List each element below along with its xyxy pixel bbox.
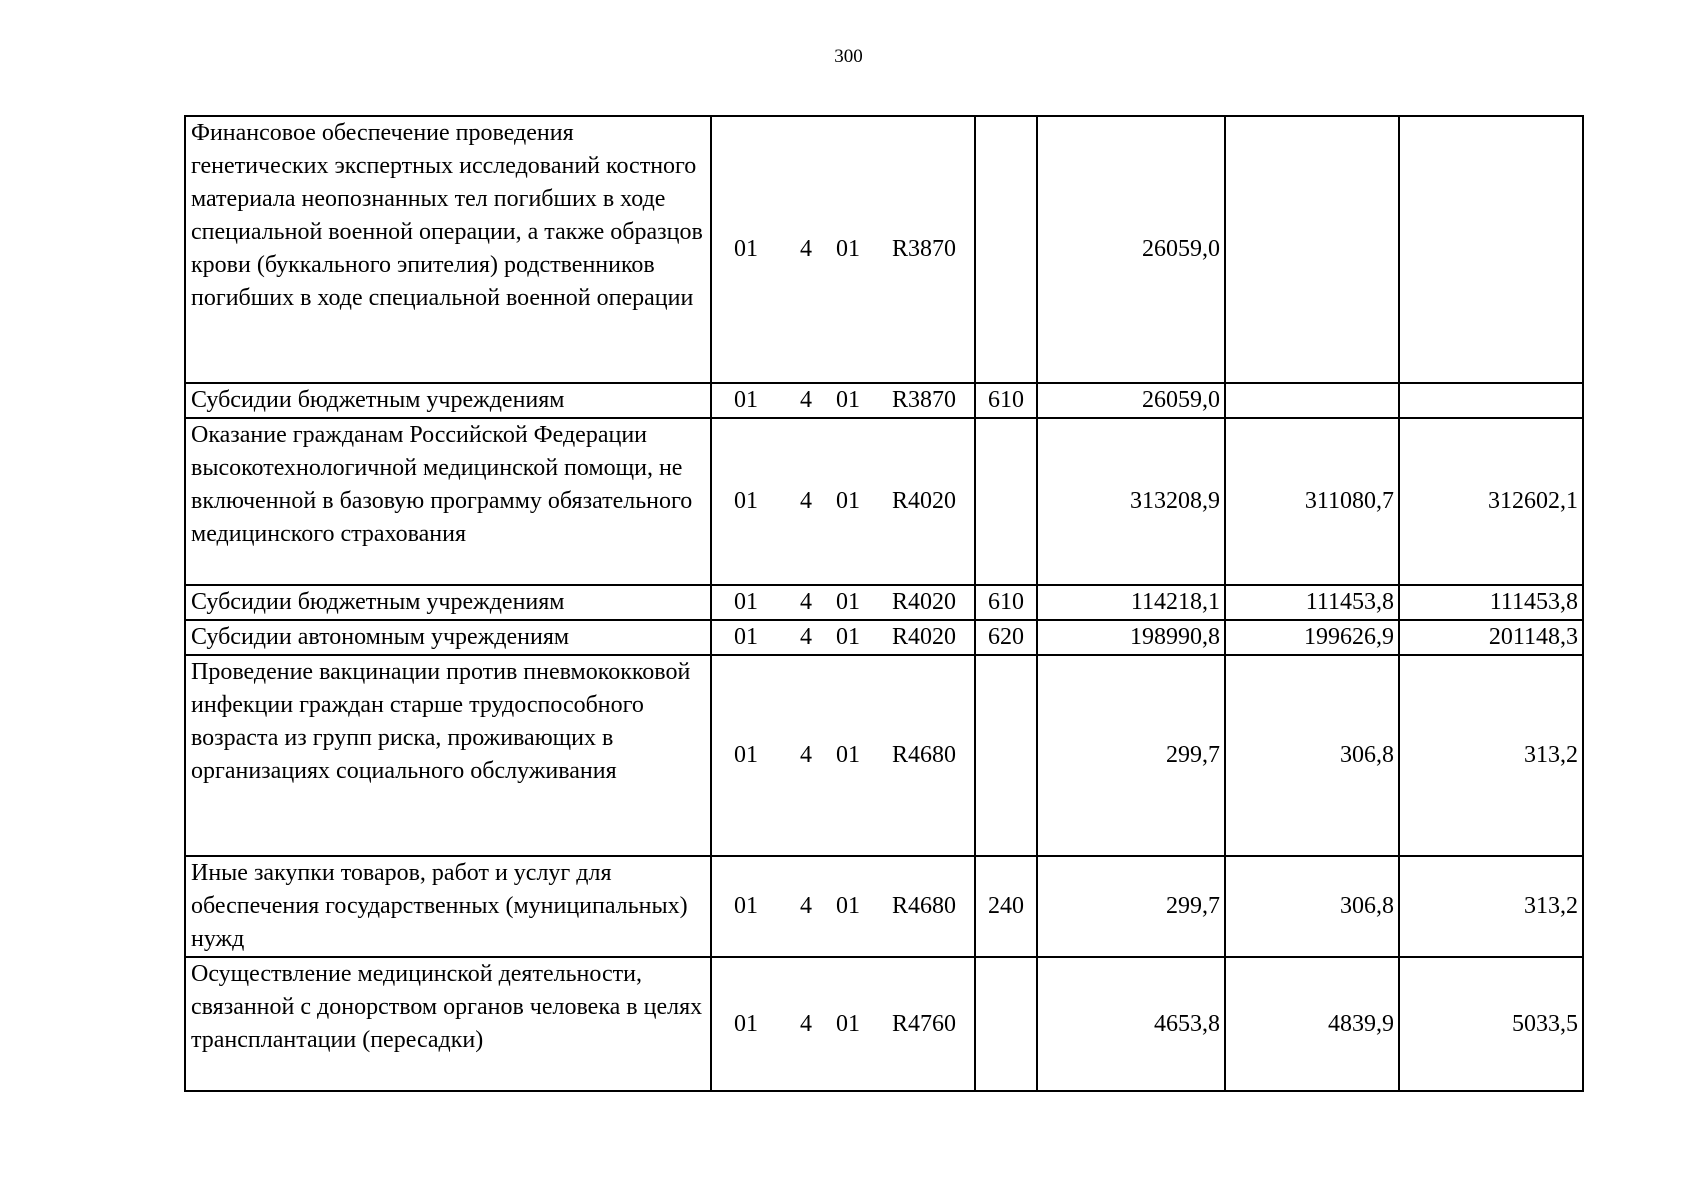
- subprogram-code: 4: [800, 742, 812, 768]
- classification-code: [711, 383, 975, 418]
- classification-code: [711, 655, 975, 856]
- activity-code: 01: [836, 387, 860, 413]
- sum-year-1: 26059,0: [1037, 383, 1225, 418]
- classification-code: [711, 957, 975, 1091]
- sum-year-1: 4653,8: [1037, 957, 1225, 1091]
- page-number: 300: [834, 46, 863, 67]
- sum-year-2: 306,8: [1225, 856, 1399, 957]
- activity-code: 01: [836, 893, 860, 919]
- sum-year-3: 312602,1: [1399, 418, 1583, 585]
- sum-year-3: 5033,5: [1399, 957, 1583, 1091]
- sum-year-1: 198990,8: [1037, 620, 1225, 655]
- subprogram-code: 4: [800, 387, 812, 413]
- row-name: Оказание гражданам Российской Федерации высокотехнологичной медицинской помощи, не включенной в базовую программу обязательного медицинского страхования: [185, 418, 711, 585]
- subprogram-code: 4: [800, 1010, 812, 1037]
- sum-year-3: 313,2: [1399, 856, 1583, 957]
- sum-year-1: 114218,1: [1037, 585, 1225, 620]
- sum-year-2: [1225, 116, 1399, 383]
- direction-code: R4680: [891, 893, 956, 919]
- activity-code: 01: [836, 236, 860, 262]
- expense-type-code: 610: [975, 383, 1037, 418]
- table-row: [185, 655, 1583, 856]
- budget-table: [184, 115, 1584, 1092]
- activity-code: 01: [836, 488, 860, 514]
- activity-code: 01: [836, 1010, 860, 1037]
- expense-type-code: [975, 655, 1037, 856]
- table-row: [185, 856, 1583, 957]
- expense-type-code: [975, 116, 1037, 383]
- activity-code: 01: [836, 742, 860, 768]
- classification-code: [711, 620, 975, 655]
- direction-code: R4680: [891, 742, 956, 768]
- sum-year-2: 111453,8: [1225, 585, 1399, 620]
- program-code: 01: [734, 488, 758, 514]
- activity-code: 01: [836, 624, 860, 650]
- classification-code: [711, 856, 975, 957]
- table-row: [185, 116, 1583, 383]
- row-name: Иные закупки товаров, работ и услуг для обеспечения государственных (муниципальных) нужд: [185, 856, 711, 957]
- sum-year-2: 199626,9: [1225, 620, 1399, 655]
- row-name: Осуществление медицинской деятельности, связанной с донорством органов человека в целях трансплантации (пересадки): [185, 957, 711, 1091]
- program-code: 01: [734, 893, 758, 919]
- sum-year-1: 299,7: [1037, 655, 1225, 856]
- expense-type-code: [975, 957, 1037, 1091]
- direction-code: R3870: [891, 387, 956, 413]
- direction-code: R4020: [891, 589, 956, 615]
- expense-type-code: [975, 418, 1037, 585]
- classification-code: [711, 116, 975, 383]
- subprogram-code: 4: [800, 893, 812, 919]
- sum-year-1: 313208,9: [1037, 418, 1225, 585]
- direction-code: R4020: [891, 624, 956, 650]
- table-row: [185, 957, 1583, 1091]
- program-code: 01: [734, 589, 758, 615]
- subprogram-code: 4: [800, 488, 812, 514]
- sum-year-1: 26059,0: [1037, 116, 1225, 383]
- sum-year-3: 313,2: [1399, 655, 1583, 856]
- table-row: [185, 418, 1583, 585]
- row-name: Проведение вакцинации против пневмококковой инфекции граждан старше трудоспособного возраста из групп риска, проживающих в организациях социального обслуживания: [185, 655, 711, 856]
- program-code: 01: [734, 387, 758, 413]
- table-row: [185, 383, 1583, 418]
- program-code: 01: [734, 624, 758, 650]
- row-name: Субсидии бюджетным учреждениям: [185, 383, 711, 418]
- program-code: 01: [734, 236, 758, 262]
- sum-year-3: [1399, 116, 1583, 383]
- classification-code: [711, 418, 975, 585]
- row-name: Субсидии бюджетным учреждениям: [185, 585, 711, 620]
- direction-code: R4760: [891, 1010, 956, 1037]
- sum-year-3: 201148,3: [1399, 620, 1583, 655]
- subprogram-code: 4: [800, 589, 812, 615]
- sum-year-1: 299,7: [1037, 856, 1225, 957]
- row-name: Финансовое обеспечение проведения генетических экспертных исследований костного материала неопознанных тел погибших в ходе специальной военной операции, а также образцов крови (буккального эпителия) родственников погибших в ходе специальной военной операции: [185, 116, 711, 383]
- program-code: 01: [734, 1010, 758, 1037]
- sum-year-2: 306,8: [1225, 655, 1399, 856]
- expense-type-code: 620: [975, 620, 1037, 655]
- program-code: 01: [734, 742, 758, 768]
- subprogram-code: 4: [800, 236, 812, 262]
- activity-code: 01: [836, 589, 860, 615]
- classification-code: [711, 585, 975, 620]
- direction-code: R4020: [891, 488, 956, 514]
- expense-type-code: 240: [975, 856, 1037, 957]
- sum-year-3: 111453,8: [1399, 585, 1583, 620]
- sum-year-3: [1399, 383, 1583, 418]
- sum-year-2: 4839,9: [1225, 957, 1399, 1091]
- subprogram-code: 4: [800, 624, 812, 650]
- sum-year-2: [1225, 383, 1399, 418]
- sum-year-2: 311080,7: [1225, 418, 1399, 585]
- expense-type-code: 610: [975, 585, 1037, 620]
- direction-code: R3870: [891, 236, 956, 262]
- table-row: [185, 620, 1583, 655]
- table-row: [185, 585, 1583, 620]
- row-name: Субсидии автономным учреждениям: [185, 620, 711, 655]
